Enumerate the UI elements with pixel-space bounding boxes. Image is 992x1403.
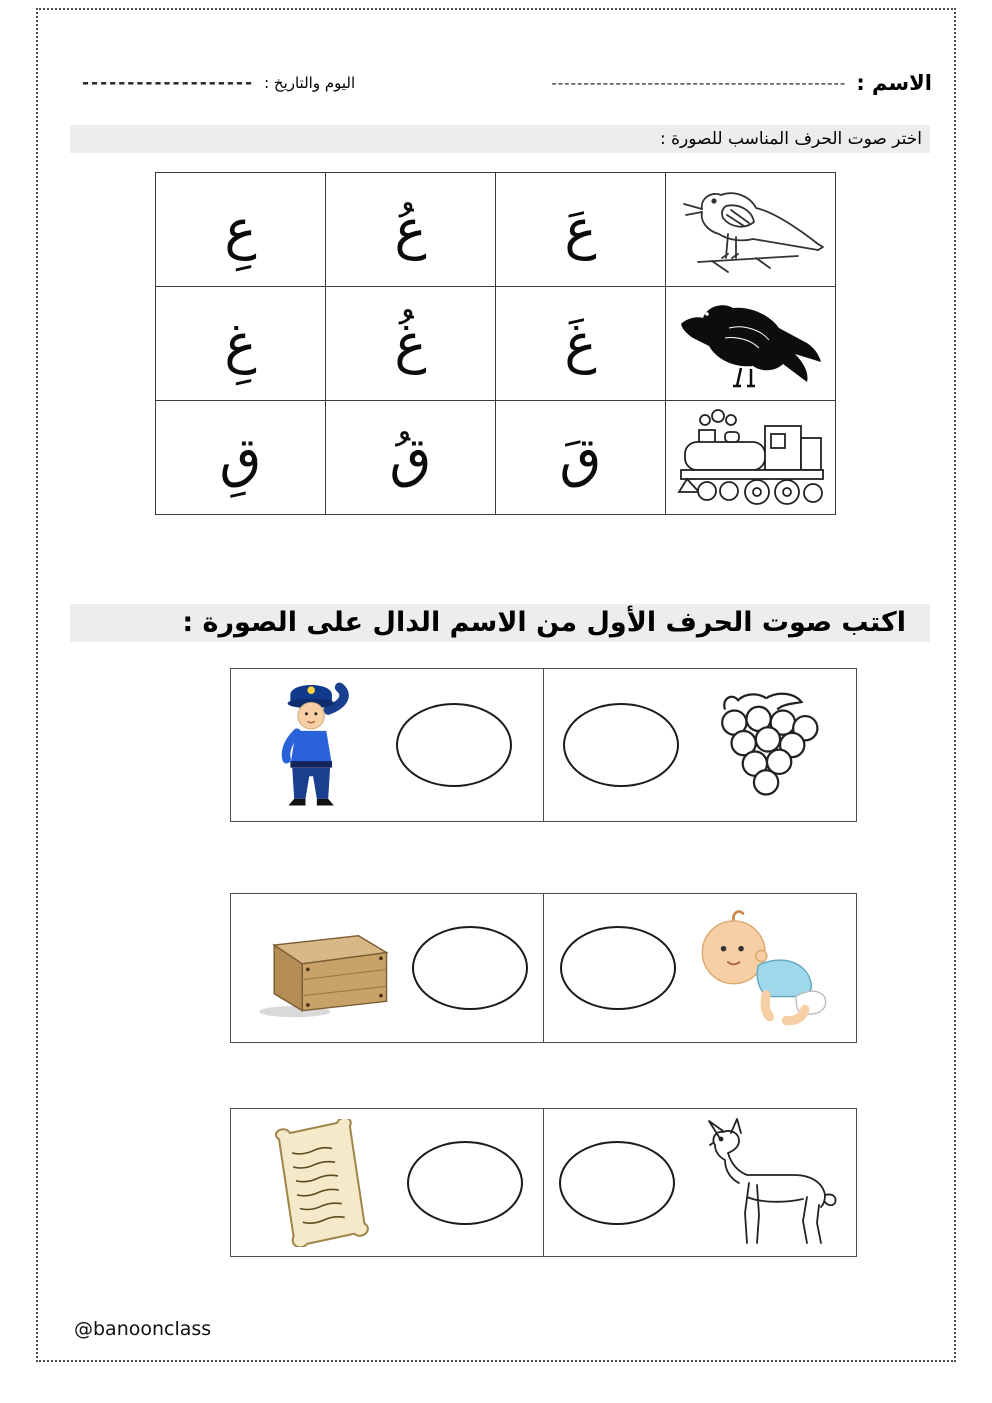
scroll-image bbox=[251, 1119, 387, 1247]
crow-image-cell bbox=[666, 287, 836, 401]
section1-title: اختر صوت الحرف المناسب للصورة : bbox=[659, 129, 922, 149]
letter-choice-table bbox=[155, 172, 836, 515]
train-image bbox=[666, 408, 835, 508]
train-image-cell bbox=[666, 401, 836, 515]
date-label: اليوم والتاريخ : bbox=[264, 74, 356, 92]
answer-box-row2 bbox=[230, 893, 857, 1043]
answer-box-row3 bbox=[230, 1108, 857, 1257]
policeman-image bbox=[262, 674, 366, 816]
answer-oval-deer[interactable] bbox=[559, 1141, 675, 1225]
letter-option-ghain-fatha[interactable]: غَ bbox=[496, 287, 666, 401]
letter-option-ghain-damma[interactable]: غُ bbox=[326, 287, 496, 401]
letter-option-ain-damma[interactable]: عُ bbox=[326, 173, 496, 287]
crow-image bbox=[666, 298, 835, 390]
box-image bbox=[246, 917, 396, 1020]
section2-heading bbox=[70, 604, 930, 642]
letter-option-qaf-damma[interactable]: قُ bbox=[326, 401, 496, 515]
answer-cell-scroll bbox=[231, 1109, 543, 1256]
section1-heading bbox=[70, 125, 930, 153]
date-fill-line: ------------------- bbox=[82, 73, 255, 93]
section2-title: اكتب صوت الحرف الأول من الاسم الدال على الصورة : bbox=[182, 607, 906, 638]
answer-oval-scroll[interactable] bbox=[407, 1141, 523, 1225]
bird-image-cell bbox=[666, 173, 836, 287]
answer-cell-grapes bbox=[543, 669, 856, 821]
name-fill-line: ---------------------------------------------- bbox=[551, 74, 847, 92]
deer-image bbox=[691, 1117, 841, 1249]
letter-option-ghain-kasra[interactable]: غِ bbox=[156, 287, 326, 401]
table-row-train bbox=[156, 401, 836, 515]
answer-oval-baby[interactable] bbox=[560, 926, 676, 1010]
letter-option-qaf-kasra[interactable]: قِ bbox=[156, 401, 326, 515]
grapes-image bbox=[697, 689, 837, 801]
answer-oval-policeman[interactable] bbox=[396, 703, 512, 787]
answer-cell-policeman bbox=[231, 669, 543, 821]
letter-option-ain-fatha[interactable]: عَ bbox=[496, 173, 666, 287]
bird-image bbox=[666, 182, 835, 277]
answer-oval-grapes[interactable] bbox=[563, 703, 679, 787]
baby-image bbox=[692, 908, 840, 1028]
header bbox=[82, 66, 932, 100]
letter-option-ain-kasra[interactable]: عِ bbox=[156, 173, 326, 287]
footer-handle: @banoonclass bbox=[74, 1318, 212, 1340]
table-row-crow bbox=[156, 287, 836, 401]
answer-cell-deer bbox=[543, 1109, 856, 1256]
answer-cell-baby bbox=[543, 894, 856, 1042]
name-label: الاسم : bbox=[856, 71, 932, 95]
table-row-bird bbox=[156, 173, 836, 287]
answer-cell-box bbox=[231, 894, 543, 1042]
answer-oval-box[interactable] bbox=[412, 926, 528, 1010]
answer-box-row1 bbox=[230, 668, 857, 822]
letter-option-qaf-fatha[interactable]: قَ bbox=[496, 401, 666, 515]
